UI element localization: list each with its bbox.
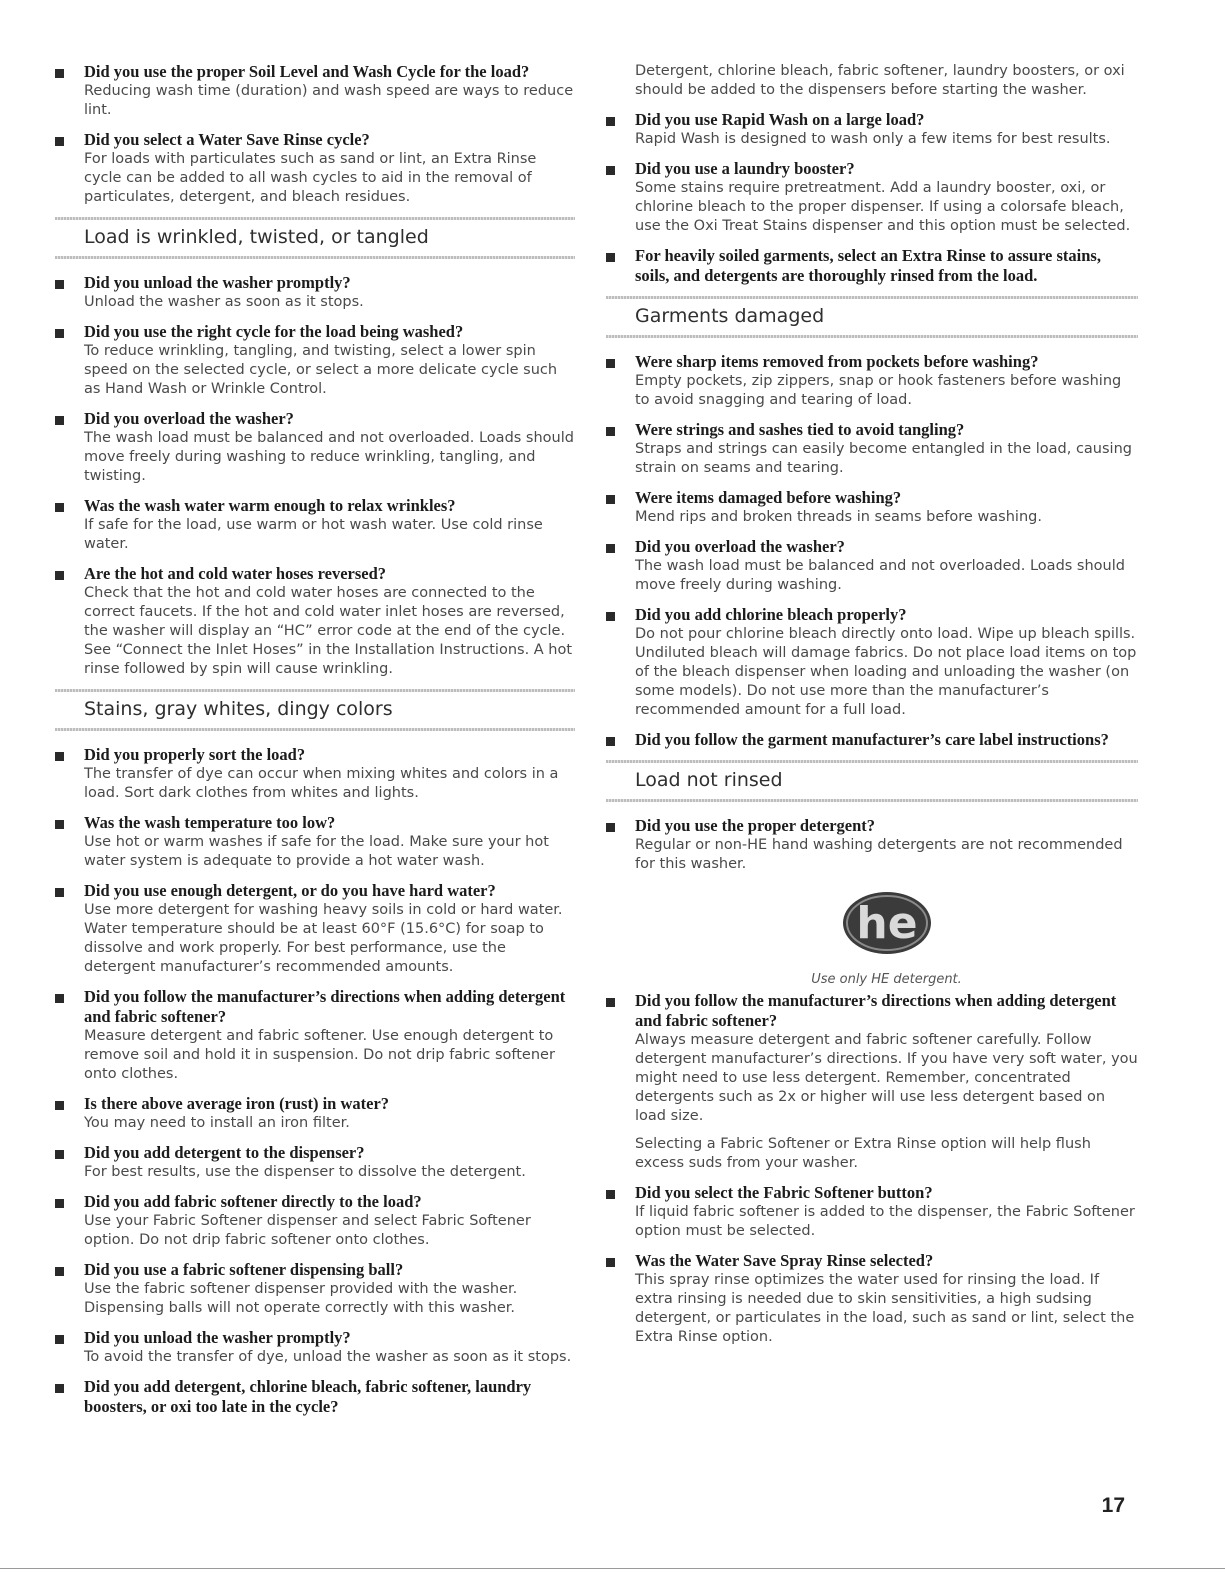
item-answer-extra: Selecting a Fabric Softener or Extra Rinse option will help flush excess suds from your washer. <box>635 1136 1091 1171</box>
troubleshooting-item <box>606 110 1138 149</box>
bottom-rule <box>0 1568 1225 1569</box>
item-question: Did you use Rapid Wash on a large load? <box>635 110 925 129</box>
section-title: Load is wrinkled, twisted, or tangled <box>84 226 429 248</box>
troubleshooting-item <box>55 409 575 486</box>
square-bullet-icon <box>55 1150 64 1159</box>
item-answer: Unload the washer as soon as it stops. <box>84 294 364 310</box>
troubleshooting-item <box>55 1377 575 1417</box>
section-title: Stains, gray whites, dingy colors <box>84 698 393 720</box>
item-answer: Mend rips and broken threads in seams before washing. <box>635 509 1042 525</box>
square-bullet-icon <box>606 166 615 175</box>
troubleshooting-item <box>55 1328 575 1367</box>
square-bullet-icon <box>55 137 64 146</box>
square-bullet-icon <box>55 571 64 580</box>
item-answer: Always measure detergent and fabric softener carefully. Follow detergent manufacturer’s directions. If you have very soft water, you might need to use less detergent. Remember, concentrated detergents such as 2x or higher will use less detergent based on load size. <box>635 1032 1138 1124</box>
item-answer: Some stains require pretreatment. Add a laundry booster, oxi, or chlorine bleach to the proper dispenser. If using a colorsafe bleach, use the Oxi Treat Stains dispenser and this option must be selected. <box>635 180 1131 234</box>
square-bullet-icon <box>55 1101 64 1110</box>
troubleshooting-item <box>606 352 1138 410</box>
section-header <box>606 760 1138 802</box>
section-rule-bottom <box>606 799 1138 802</box>
troubleshooting-item <box>55 881 575 977</box>
item-question: Did you select a Water Save Rinse cycle? <box>84 130 370 149</box>
square-bullet-icon <box>55 994 64 1003</box>
item-question: Did you use a laundry booster? <box>635 159 855 178</box>
section-title: Garments damaged <box>635 305 825 327</box>
troubleshooting-item <box>606 420 1138 478</box>
item-question: Are the hot and cold water hoses reversed? <box>84 564 387 583</box>
he-logo-icon <box>839 888 935 958</box>
square-bullet-icon <box>606 544 615 553</box>
section-header <box>606 296 1138 338</box>
item-answer: Use more detergent for washing heavy soils in cold or hard water. Water temperature should be at least 60°F (15.6°C) for soap to dissolve and work properly. For best performance, use the detergent manufacturer’s recommended amounts. <box>84 902 563 975</box>
troubleshooting-item <box>55 1094 575 1133</box>
item-question: Did you follow the manufacturer’s directions when adding detergent and fabric softener? <box>635 991 1117 1030</box>
item-answer: Reducing wash time (duration) and wash speed are ways to reduce lint. <box>84 83 574 118</box>
item-question: Did you follow the garment manufacturer’s care label instructions? <box>635 730 1109 749</box>
square-bullet-icon <box>606 1258 615 1267</box>
item-answer: The wash load must be balanced and not overloaded. Loads should move freely during washing to reduce wrinkling, tangling, and twisting. <box>84 430 574 484</box>
item-question: Was the Water Save Spray Rinse selected? <box>635 1251 934 1270</box>
item-answer: Use your Fabric Softener dispenser and select Fabric Softener option. Do not drip fabric softener onto clothes. <box>84 1213 531 1248</box>
item-answer: The wash load must be balanced and not overloaded. Loads should move freely during washing. <box>635 558 1125 593</box>
item-question: Did you unload the washer promptly? <box>84 273 351 292</box>
item-answer: Use hot or warm washes if safe for the load. Make sure your hot water system is adequate to provide a hot water wash. <box>84 834 549 869</box>
item-answer: If liquid fabric softener is added to the dispenser, the Fabric Softener option must be selected. <box>635 1204 1135 1239</box>
troubleshooting-item <box>55 322 575 399</box>
square-bullet-icon <box>55 752 64 761</box>
item-question: Were sharp items removed from pockets before washing? <box>635 352 1039 371</box>
item-answer: Measure detergent and fabric softener. Use enough detergent to remove soil and hold it in suspension. Do not drip fabric softener onto clothes. <box>84 1028 555 1082</box>
item-question: Was the wash water warm enough to relax wrinkles? <box>84 496 456 515</box>
troubleshooting-item <box>606 1251 1138 1347</box>
item-question: Did you use the right cycle for the load being washed? <box>84 322 464 341</box>
troubleshooting-item <box>55 1143 575 1182</box>
square-bullet-icon <box>55 1267 64 1276</box>
square-bullet-icon <box>55 280 64 289</box>
item-answer: To reduce wrinkling, tangling, and twisting, select a lower spin speed on the selected cycle, or select a more delicate cycle such as Hand Wash or Wrinkle Control. <box>84 343 558 397</box>
item-question: Did you add chlorine bleach properly? <box>635 605 907 624</box>
section-rule-bottom <box>606 335 1138 338</box>
item-question: Did you overload the washer? <box>635 537 845 556</box>
square-bullet-icon <box>606 612 615 621</box>
section-header <box>55 217 575 259</box>
item-answer: The transfer of dye can occur when mixing whites and colors in a load. Sort dark clothes from whites and lights. <box>84 766 559 801</box>
logo-caption: Use only HE detergent. <box>811 972 962 987</box>
troubleshooting-item <box>606 488 1138 527</box>
square-bullet-icon <box>606 998 615 1007</box>
item-question: Did you select the Fabric Softener button? <box>635 1183 933 1202</box>
item-answer: If safe for the load, use warm or hot wash water. Use cold rinse water. <box>84 517 543 552</box>
item-question: Did you follow the manufacturer’s directions when adding detergent and fabric softener? <box>84 987 566 1026</box>
item-answer: To avoid the transfer of dye, unload the washer as soon as it stops. <box>84 1349 572 1365</box>
troubleshooting-item <box>55 987 575 1084</box>
item-question: Did you use enough detergent, or do you have hard water? <box>84 881 496 900</box>
square-bullet-icon <box>55 503 64 512</box>
item-question: Were items damaged before washing? <box>635 488 902 507</box>
square-bullet-icon <box>55 820 64 829</box>
section-header <box>55 689 575 731</box>
section-title: Load not rinsed <box>635 769 783 791</box>
item-question: Is there above average iron (rust) in water? <box>84 1094 390 1113</box>
square-bullet-icon <box>606 253 615 262</box>
square-bullet-icon <box>55 1384 64 1393</box>
item-question: Did you overload the washer? <box>84 409 294 428</box>
item-answer: Use the fabric softener dispenser provided with the washer. Dispensing balls will not operate correctly with this washer. <box>84 1281 518 1316</box>
square-bullet-icon <box>606 495 615 504</box>
square-bullet-icon <box>55 888 64 897</box>
he-logo-text: he <box>855 898 918 949</box>
item-question: Did you unload the washer promptly? <box>84 1328 351 1347</box>
troubleshooting-item <box>55 130 575 207</box>
troubleshooting-item <box>606 246 1138 286</box>
troubleshooting-item <box>55 1260 575 1318</box>
square-bullet-icon <box>606 359 615 368</box>
troubleshooting-item <box>55 813 575 871</box>
square-bullet-icon <box>55 1199 64 1208</box>
right-column <box>606 62 1138 1357</box>
section-rule-bottom <box>55 256 575 259</box>
troubleshooting-item <box>55 62 575 120</box>
troubleshooting-item <box>606 816 1138 874</box>
item-question: Did you add fabric softener directly to the load? <box>84 1192 422 1211</box>
troubleshooting-item <box>606 730 1138 750</box>
square-bullet-icon <box>606 117 615 126</box>
square-bullet-icon <box>55 329 64 338</box>
item-answer: Straps and strings can easily become entangled in the load, causing strain on seams and tearing. <box>635 441 1132 476</box>
troubleshooting-item <box>55 745 575 803</box>
troubleshooting-item <box>55 273 575 312</box>
square-bullet-icon <box>55 1335 64 1344</box>
square-bullet-icon <box>606 1190 615 1199</box>
left-column <box>55 62 575 1427</box>
square-bullet-icon <box>606 737 615 746</box>
continued-answer: Detergent, chlorine bleach, fabric softener, laundry boosters, or oxi should be added to the dispensers before starting the washer. <box>635 63 1125 98</box>
item-question: Was the wash temperature too low? <box>84 813 336 832</box>
item-answer: Regular or non-HE hand washing detergents are not recommended for this washer. <box>635 837 1123 872</box>
troubleshooting-item <box>606 537 1138 595</box>
item-answer: You may need to install an iron filter. <box>84 1115 350 1131</box>
item-answer: Do not pour chlorine bleach directly onto load. Wipe up bleach spills. Undiluted bleach will damage fabrics. Do not place load items on top of the bleach dispenser when loading and unloading the washer (on some models). Do not use more than the manufacturer’s recommended amount for a full load. <box>635 626 1137 718</box>
square-bullet-icon <box>55 69 64 78</box>
item-question: Did you use the proper detergent? <box>635 816 876 835</box>
item-question: Did you use a fabric softener dispensing ball? <box>84 1260 404 1279</box>
square-bullet-icon <box>55 416 64 425</box>
troubleshooting-item <box>55 1192 575 1250</box>
square-bullet-icon <box>606 823 615 832</box>
item-answer: Check that the hot and cold water hoses are connected to the correct faucets. If the hot and cold water inlet hoses are reversed, the washer will display an “HC” error code at the end of the cycle. See “Connect the Inlet Hoses” in the Installation Instructions. A hot rinse followed by spin will cause wrinkling. <box>84 585 573 677</box>
troubleshooting-item <box>55 496 575 554</box>
item-question: Did you properly sort the load? <box>84 745 306 764</box>
item-answer: For loads with particulates such as sand or lint, an Extra Rinse cycle can be added to all wash cycles to aid in the removal of particulates, detergent, and bleach residues. <box>84 151 537 205</box>
item-question: Did you add detergent to the dispenser? <box>84 1143 365 1162</box>
item-answer: This spray rinse optimizes the water used for rinsing the load. If extra rinsing is needed due to skin sensitivities, a high sudsing detergent, or particulates in the load, such as sand or lint, select the Extra Rinse option. <box>635 1272 1135 1345</box>
item-answer: Rapid Wash is designed to wash only a few items for best results. <box>635 131 1111 147</box>
troubleshooting-item <box>606 991 1138 1173</box>
item-answer: For best results, use the dispenser to dissolve the detergent. <box>84 1164 526 1180</box>
troubleshooting-item <box>606 159 1138 236</box>
square-bullet-icon <box>606 427 615 436</box>
he-logo-block <box>606 888 1138 987</box>
troubleshooting-item <box>606 605 1138 720</box>
item-answer: Empty pockets, zip zippers, snap or hook fasteners before washing to avoid snagging and tearing of load. <box>635 373 1122 408</box>
item-question: For heavily soiled garments, select an Extra Rinse to assure stains, soils, and detergents are thoroughly rinsed from the load. <box>635 246 1101 285</box>
item-question: Did you use the proper Soil Level and Wash Cycle for the load? <box>84 62 530 81</box>
section-rule-bottom <box>55 728 575 731</box>
page-number: 17 <box>1101 1494 1125 1517</box>
item-question: Did you add detergent, chlorine bleach, fabric softener, laundry boosters, or oxi too late in the cycle? <box>84 1377 532 1416</box>
troubleshooting-item <box>606 1183 1138 1241</box>
troubleshooting-item <box>55 564 575 679</box>
item-question: Were strings and sashes tied to avoid tangling? <box>635 420 965 439</box>
